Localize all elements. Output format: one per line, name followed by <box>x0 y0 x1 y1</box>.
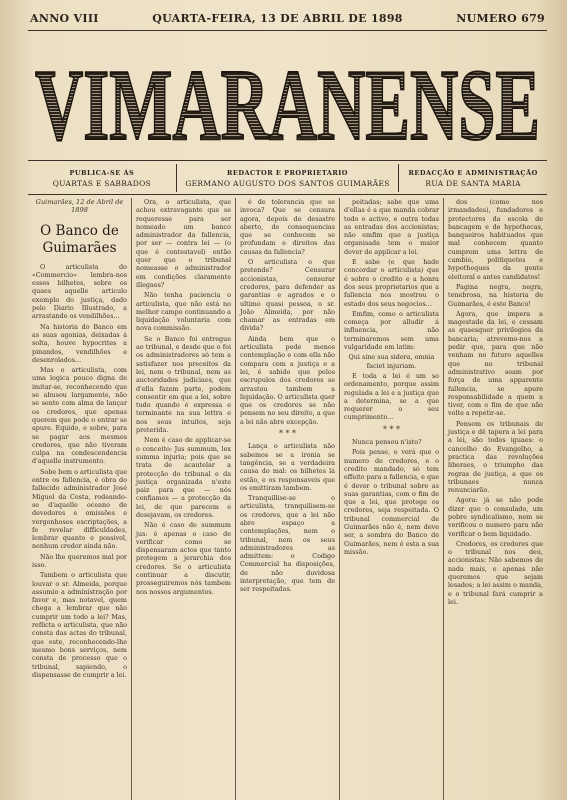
paragraph: O articulista do «Commercio» lembra-nos esses bilhetes, sobre os quaes aquelle articulo exemplo do justiça, dado pelo Diario Illustrado, a arrastando os vendilhões... <box>32 262 127 321</box>
paragraph: Emfim, como o articulista começa por alludir á influencia, não terminaremos sem uma vulgaridade em latim: <box>344 309 439 352</box>
paragraph: Agora: já se não pode dizer que o consulado, um pobre syndicalismo, nem se verificou o numero para não verificar o bem liquidado. <box>448 496 543 538</box>
office-address: RUA DE SANTA MARIA <box>425 178 521 188</box>
paragraph: E toda a lei é um so ordenamento, porque assim regulada a lei e a justiça que a determina, se a que requerer o seu cumprimento... <box>344 371 439 422</box>
verse: Qui sine sua sidera, omnia faciet injuriam. <box>348 353 435 370</box>
paragraph: é de tolerancia que se invoca? Que se censura agora, depois do desastre aberto, de consequencias que se conhecem se profundam e direitos das causas da fallencia? <box>240 198 335 256</box>
paragraph: Mas o articulista, com uma logica pouco digna de imitar-se, reconhecendo que se abusou largamente, não se sente com alma de lançar os credores, que apenas querem que pode o entrar se apure. Equido, e sobre, para se pagar aos mesmos credores, que não tiveram culpa na condescendencia d'aquelle instrumento. <box>32 366 127 466</box>
section-break: * * * <box>382 424 401 434</box>
paragraph: O articulista o que pretende? Censurar accionistas, censurar credores, para defender as garantias e agrados e o ultimo quasi pessoa, o sr. João Almeida, por não chamar as entradas em divida? <box>240 258 335 333</box>
paragraph: E sabe (e que hade concordar o articulista) que é sobre o credito e a honra dos seus proprietarios que a fallencia nos mostrou o estado dos seus negocios... <box>344 258 439 308</box>
masthead-rule-top <box>28 160 547 161</box>
publisher-info <box>28 164 547 192</box>
publication-days: QUARTAS E SABBADOS <box>52 178 151 188</box>
column-3 <box>235 198 339 800</box>
paragraph: Credores, os credores que o tribunal nos deu, accionistas: Não sabemos de nada mais, e apenas não queremos que sejam lesados; a lei assim o manda, e o tribunal fará cumprir a lei. <box>448 539 543 606</box>
column-5 <box>443 198 547 800</box>
dateline: Guimarães, 12 de Abril de 1898 <box>35 198 124 215</box>
paragraph: Na historia do Banco em as suas agonias, deixadas á solta, houve hypocrites a pinandos, vendilhões e desenrolados... <box>32 322 127 364</box>
masthead-rule-bottom <box>28 194 547 195</box>
paragraph: Pagina negra, negra, tenebrosa, na historia de Guimarães, é este Banco! <box>448 282 543 308</box>
publication-label: PUBLICA-SE ÁS <box>69 168 135 177</box>
issue-year: ANNO VIII <box>30 11 99 25</box>
column-4 <box>339 198 443 800</box>
editor-label: REDACTOR E PROPRIETARIO <box>227 168 348 177</box>
paragraph: Pensem os tribunais de justiça e dê tapera a lei para a lei, são todos iguaes: o cancelho do Evangelho, a practica das revoluções liberaes, o triumpho das regras de justiça, a que os tribunaes nunca renunciarão. <box>448 419 543 495</box>
paragraph: Agora, que impera a magestade da lei, e cessam as quaesquer privilegios da bancaria; atrevemo-nos a pedir que, para que não venham no futuro aquelles que no tribunal administrativo soam por força de uma apparente fallencia, se apure responsabilidade a quem a tiver, com o fim de que não volte a repetir-se. <box>448 309 543 418</box>
paragraph: Se o Banco foi entregue ao tribunal, e desde que o foi os administradores só tem a satisfazer nos preceitos da lei, nem o tribunal, nem as auctoridades judiciaes, que d'ella fazem parte, podem consentir em que a lei, sobre tudo quando é expressa e terminante na sua lettra e nos seus intuitos, seja preterida. <box>136 334 231 435</box>
paragraph: Lança o articulista não sabemos se a ironia se tangência, se a verdadeira causa do mal: os bilhetes lá estão, e os responsaveis que os emittiram tambem. <box>240 442 335 492</box>
issue-number: NUMERO 679 <box>456 11 545 25</box>
editor-name: GERMANO AUGUSTO DOS SANTOS GUIMARÃES <box>185 178 390 188</box>
paragraph: Ora, o articulista, que achou extravagante que se requeresse para ser nomeado um banco administrador da fallencia, por ser — contra lei — (o que é contestavel) então quer que o tribunal nomeasse o administrador em condições claramente illegaes? <box>136 198 231 289</box>
paragraph: Sobe bem o articulista que entre os fallencia, é obra do fallecido administrador José Miguel da Costa, rodeando-se d'aquelle oceano de devedores e omissões e vergonhosos escriptações, a fe revelar difficuldades, lembrar quanto e possivel, nenhum credor ainda não. <box>32 467 127 551</box>
section-break: * * * <box>278 429 297 439</box>
paragraph: dos (como nos irmandades), fundadores e protectores da escola de bancagem e de hypothecas, banqueiros habituados que mal conhecem quanto cumprem uma lettra de cambio, politiquetes e hypotheques da gente eleitoral e antes candidatos! <box>448 198 543 281</box>
paragraph: Não tenha paciencia o articulista, que não está no melhor campo continuando a liquidação voluntaria com nova commissão. <box>136 291 231 333</box>
article-title: O Banco de Guimarães <box>40 222 119 256</box>
masthead <box>28 44 547 156</box>
paragraph: Tambem o articulista que louvar o sr. Almeida, porque assumio a administração por favor e, mas notavel, quem chega a lembrar que não cumprir um todo a lei? Mas, reflicta o articulista, que não consta das actas do tribunal, que este, reconhecendo-lhe mesmo bons serviços, nem consta de processo que o tribunal, sapiendo, o dispensasse de cumprir a lei. <box>32 571 127 679</box>
header-bar <box>30 10 545 26</box>
svg-text:VIMARANENSE: VIMARANENSE <box>35 49 540 156</box>
column-1 <box>28 198 131 800</box>
paragraph: peitadas; sabe que uma d'ellas é a que manda cobrar todo o activo, e outra todas as entradas dos accionistas; não emfim que a justiça organisada tem o maior dever de applicar a lei. <box>344 198 439 256</box>
paragraph: Nem é caso de applicar-se o conceito: Jus summum, lex summa injuria; pois que se trata de acautelar a protecção do tribunal e da justiça organizada n'este paiz para que — nós confiamos — a protecção da lei, de que parecem e desejavam, os credores. <box>136 436 231 519</box>
paragraph: Pois pense, e verá que o numero de credores, e o credito mandado, só tem effeito para a fallencia, e que é dever o tribunal sobre as suas garantias, com o fim de que a lei, que protege os credores, seja respeitada. O tribunal commercial de Guimarães não é, nem deve ser, a sombra do Banco de Guimarães, nem é esta a sua missão. <box>344 448 439 556</box>
article-columns <box>28 198 547 800</box>
column-2 <box>131 198 235 800</box>
paragraph: Não é caso de summum jus: é apenas o caso de verificar como se dispensaram actos que tanto protegem a jerarchia dos credores. Se o articulista continuar a discutir, prosseguiremos nós tambem nos nossos argumentos. <box>136 521 231 596</box>
paragraph: Ainda bem que o articulista pede menos contemplação e com ella não compara com a justiça e a lei, é sabido que pelos escrupulos dos credores se arrastou tambem a liquidação. O articulista quer que os credores se não pensem no seu direito, a que a lei não abre excepção. <box>240 334 335 426</box>
masthead-title <box>28 44 547 156</box>
paragraph: Nunca pensou n'isto? <box>352 438 422 447</box>
issue-date: QUARTA-FEIRA, 13 DE ABRIL DE 1898 <box>152 11 403 25</box>
paragraph: Tranquillise-se o articulista, tranquilisem-se os credores, que a lei não abre espaço a contemplações, nem o tribunal, nem os seus administradores as admittem: o Codigo Commercial ha disposições, de não duvidosa interpretação, que tem de ser respeitadas. <box>240 494 335 594</box>
paragraph: Não lhe queremos mal por isso. <box>32 552 127 569</box>
office-label: REDACÇÃO E ADMINISTRAÇÃO <box>408 168 538 177</box>
header-rule <box>28 30 547 31</box>
